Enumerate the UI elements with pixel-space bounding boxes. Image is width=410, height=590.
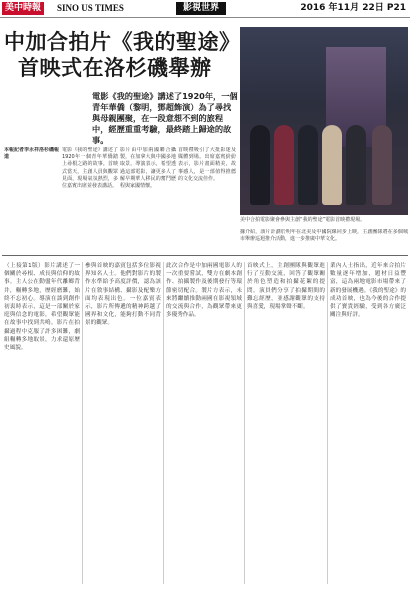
hero-column: 影片由中加兩國聯合攝製，在加拿大與中國多地取景。導演表示，希望透過這部電影，讓更多人了解早期華人移民的奮鬥歷程與家國情懷。 (120, 147, 176, 190)
person-figure (346, 125, 366, 205)
date-text: 2016 年11月 22日 (300, 3, 384, 13)
standfirst: 電影《我的聖途》講述了1920年，一個青年華僑（黎明，鄧超飾演）為了尋找與母親團聚，在一段意想不到的旅程中，經歷重重考驗，最終踏上歸途的故事。 (92, 91, 238, 145)
lead-article (0, 19, 410, 253)
paper-name: 美中時報 (2, 2, 44, 15)
person-figure (274, 125, 294, 205)
headline (4, 29, 254, 81)
person-figure (298, 125, 318, 205)
column-rule (82, 262, 83, 584)
hero-column: 據介紹，該片計劃於明年在北美及中國院線同步上映，主創團隊將在多個城市舉辦巡迴推介活動，進一步推廣中華文化。 (240, 229, 408, 243)
column-rule (163, 262, 164, 584)
headline-line-1: 中加合拍片《我的聖途》 (4, 29, 241, 54)
page-number: P21 (386, 3, 406, 13)
masthead (0, 0, 410, 18)
reporter-line: 本報記者李永祥洛杉磯報道 (4, 147, 60, 161)
headline-line-2: 首映式在洛杉磯舉辦 (18, 55, 212, 80)
column-rule (244, 262, 245, 584)
person-figure (372, 125, 392, 205)
paper-name-en: SINO US TIMES (57, 3, 124, 13)
body-column: （上接第1版）影片講述了一個關於尋根、成長與信仰的故事。主人公在動盪年代離鄉背井，輾轉多地，歷經磨難，始終不忘初心。導演在談到創作初衷時表示，這是一部關於家庭與信念的電影，希望觀眾能在故事中找到共鳴。影片在拍攝過程中克服了許多困難，劇組輾轉多地取景，力求還原歷史風貌。 (4, 263, 80, 352)
column-rule (327, 262, 328, 584)
body-column: 參與首映的嘉賓包括多位影視界知名人士。他們對影片的製作水準給予高度評價，認為該片在敘事結構、攝影及配樂方面均表現出色。一位嘉賓表示，影片所傳遞的精神跨越了國界和文化，能夠打動不同背景的觀眾。 (85, 263, 161, 327)
hero-column: 首映禮吸引了大批影迷及媒體到場。出席嘉賓紛紛表示，影片畫面精美，故事感人，是一部值得推薦的文化交流佳作。 (178, 147, 236, 182)
body-column: 此次合作是中加兩國電影人的一次重要嘗試，雙方在劇本創作、拍攝製作及後期發行等環節密切配合。製片方表示，未來將繼續推動兩國在影視領域的交流與合作，為觀眾帶來更多優秀作品。 (166, 263, 242, 319)
premiere-photo (240, 27, 408, 215)
hero-column: 電影《我的聖途》講述了1920年一個青年華僑踏上尋根之路的故事。首映式當天，主創人員與觀眾見面，現場氣氛熱烈，多位嘉賓出席並發表講話。 (62, 147, 118, 190)
body-column: 首映式上，主創團隊與觀眾進行了互動交流，回答了觀眾關於角色塑造和拍攝花絮的提問。演員們分享了拍攝期間的難忘經歷，並感謝觀眾的支持與喜愛，現場掌聲不斷。 (247, 263, 325, 311)
issue-date (300, 2, 406, 15)
person-figure (250, 125, 270, 205)
section-label: 影視世界 (176, 2, 226, 15)
section-divider (2, 255, 408, 256)
photo-caption: 美中合拍電影聚會參與主創“我的聖途”電影首映禮現場。 (240, 217, 366, 223)
body-column: 業內人士指出，近年來合拍片數量逐年增加，題材日益豐富，這為兩地電影市場帶來了新的發展機遇。《我的聖途》的成功首映，也為今後的合作提供了寶貴經驗，受到各方廣泛關注與好評。 (330, 263, 406, 319)
person-figure (322, 125, 342, 205)
